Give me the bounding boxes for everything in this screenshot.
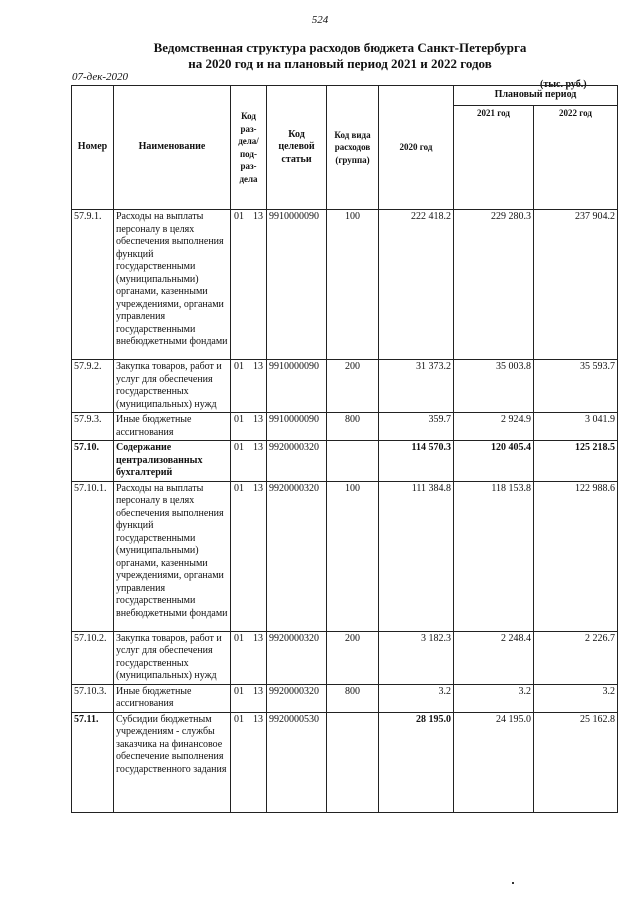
- table-row: [72, 631, 618, 684]
- section: 01: [234, 632, 244, 644]
- row-2022: 122 988.6: [534, 481, 618, 631]
- row-2020: 111 384.8: [379, 481, 454, 631]
- row-2021: 120 405.4: [454, 441, 534, 482]
- row-name: Иные бюджетные ассигнования: [114, 413, 231, 441]
- row-2022: 125 218.5: [534, 441, 618, 482]
- table-row: [72, 712, 618, 812]
- row-target-code: 9920000320: [267, 631, 327, 684]
- row-name: Иные бюджетные ассигнования: [114, 684, 231, 712]
- subsection: 13: [253, 211, 263, 222]
- row-2021: 24 195.0: [454, 712, 534, 812]
- row-2021: 3.2: [454, 684, 534, 712]
- row-2022: 25 162.8: [534, 712, 618, 812]
- row-2022: 3 041.9: [534, 413, 618, 441]
- row-name: Закупка товаров, работ и услуг для обеспечения государственных (муниципальных) нужд: [114, 631, 231, 684]
- subsection: 13: [253, 632, 263, 644]
- table-row: [72, 684, 618, 712]
- row-2020: 28 195.0: [379, 712, 454, 812]
- row-name: Расходы на выплаты персоналу в целях обеспечения выполнения функций государственными (муниципальными) органами, казенными учреждениями, органами управления государственными внебюджетными фондами: [114, 210, 231, 360]
- header-number: Номер: [72, 86, 114, 210]
- units-label: (тыс. руб.): [540, 79, 587, 90]
- row-number: 57.11.: [72, 712, 114, 812]
- section: 01: [234, 211, 244, 222]
- row-2022: 2 226.7: [534, 631, 618, 684]
- header-planned-period: Плановый период: [454, 86, 618, 106]
- section: 01: [234, 414, 244, 425]
- row-2021: 35 003.8: [454, 360, 534, 413]
- row-2021: 118 153.8: [454, 481, 534, 631]
- header-year-2020: 2020 год: [379, 86, 454, 210]
- header-section-code: Код раз-дела/ под-раз-дела: [231, 86, 267, 210]
- header-expense-type-code: Код вида расходов (группа): [327, 86, 379, 210]
- row-name: Содержание централизованных бухгалтерий: [114, 441, 231, 482]
- row-target-code: 9920000320: [267, 441, 327, 482]
- row-2022: 3.2: [534, 684, 618, 712]
- row-2020: 3.2: [379, 684, 454, 712]
- row-number: 57.9.1.: [72, 210, 114, 360]
- row-target-code: 9920000320: [267, 684, 327, 712]
- row-target-code: 9920000530: [267, 712, 327, 812]
- row-section-code: [231, 684, 267, 712]
- subsection: 13: [253, 414, 263, 425]
- title-line-2: на 2020 год и на плановый период 2021 и 2022 годов: [188, 56, 492, 71]
- row-number: 57.9.3.: [72, 413, 114, 441]
- row-expense-type: [327, 441, 379, 482]
- subsection: 13: [253, 685, 263, 697]
- row-2020: 222 418.2: [379, 210, 454, 360]
- row-expense-type: 800: [327, 684, 379, 712]
- row-section-code: [231, 413, 267, 441]
- row-number: 57.10.2.: [72, 631, 114, 684]
- page-number: 524: [311, 14, 329, 26]
- row-number: 57.10.: [72, 441, 114, 482]
- row-name: Субсидии бюджетным учреждениям - службы заказчика на финансовое обеспечение выполнения государственного задания: [114, 712, 231, 812]
- row-2021: 229 280.3: [454, 210, 534, 360]
- row-2020: 31 373.2: [379, 360, 454, 413]
- row-2021: 2 924.9: [454, 413, 534, 441]
- row-name: Закупка товаров, работ и услуг для обеспечения государственных (муниципальных) нужд: [114, 360, 231, 413]
- header-year-2021: 2021 год: [454, 106, 534, 210]
- table-row: [72, 210, 618, 360]
- title-line-1: Ведомственная структура расходов бюджета Санкт-Петербурга: [153, 40, 527, 55]
- row-section-code: [231, 481, 267, 631]
- section: 01: [234, 482, 244, 494]
- row-2020: 3 182.3: [379, 631, 454, 684]
- row-target-code: 9910000090: [267, 210, 327, 360]
- row-section-code: [231, 210, 267, 360]
- row-number: 57.10.1.: [72, 481, 114, 631]
- row-section-code: [231, 360, 267, 413]
- scan-mark: [512, 882, 514, 884]
- row-2020: 359.7: [379, 413, 454, 441]
- row-expense-type: 200: [327, 360, 379, 413]
- row-number: 57.9.2.: [72, 360, 114, 413]
- row-target-code: 9920000320: [267, 481, 327, 631]
- section: 01: [234, 685, 244, 697]
- subsection: 13: [253, 361, 263, 372]
- section: 01: [234, 442, 244, 453]
- row-name: Расходы на выплаты персоналу в целях обеспечения выполнения функций государственными (муниципальными) органами, казенными учреждениями, органами управления государственными внебюджетными фондами: [114, 481, 231, 631]
- row-expense-type: 800: [327, 413, 379, 441]
- row-target-code: 9910000090: [267, 360, 327, 413]
- row-2022: 35 593.7: [534, 360, 618, 413]
- row-expense-type: 200: [327, 631, 379, 684]
- budget-table: [71, 85, 618, 813]
- section: 01: [234, 361, 244, 372]
- header-target-code: Код целевой статьи: [267, 86, 327, 210]
- document-title: [100, 40, 580, 72]
- subsection: 13: [253, 713, 263, 725]
- row-section-code: [231, 631, 267, 684]
- row-section-code: [231, 712, 267, 812]
- row-number: 57.10.3.: [72, 684, 114, 712]
- row-section-code: [231, 441, 267, 482]
- row-2022: 237 904.2: [534, 210, 618, 360]
- row-expense-type: 100: [327, 210, 379, 360]
- row-expense-type: 100: [327, 481, 379, 631]
- header-name: Наименование: [114, 86, 231, 210]
- table-row: [72, 413, 618, 441]
- table-row: [72, 441, 618, 482]
- table-row: [72, 360, 618, 413]
- row-target-code: 9910000090: [267, 413, 327, 441]
- section: 01: [234, 713, 244, 725]
- row-2021: 2 248.4: [454, 631, 534, 684]
- row-2020: 114 570.3: [379, 441, 454, 482]
- table-row: [72, 481, 618, 631]
- subsection: 13: [253, 442, 263, 453]
- header-year-2022: 2022 год: [534, 106, 618, 210]
- row-expense-type: [327, 712, 379, 812]
- document-date: 07-дек-2020: [72, 71, 129, 83]
- subsection: 13: [253, 482, 263, 494]
